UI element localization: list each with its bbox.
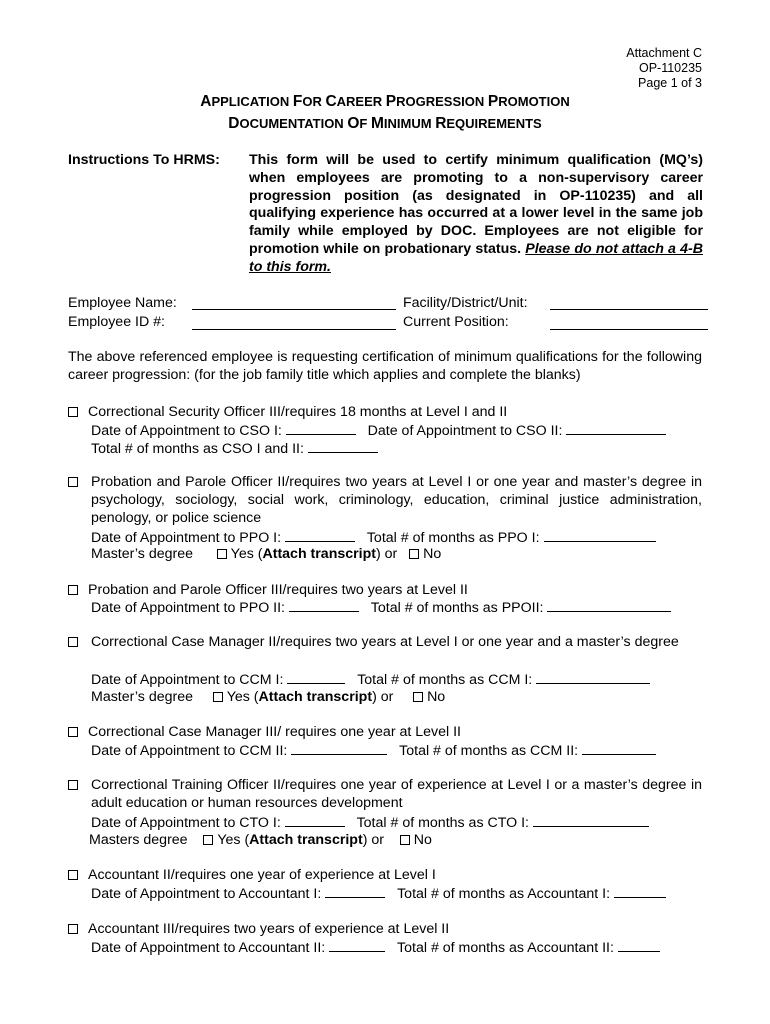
option-ppo2-checkbox[interactable] [68, 477, 78, 487]
cto-attach-label: Attach transcript [249, 832, 363, 848]
cto-total-field[interactable] [533, 813, 649, 827]
option-ppo3-checkbox[interactable] [68, 585, 78, 595]
ccm2-attach-label: Attach transcript [258, 689, 373, 705]
cso-date2-field[interactable] [566, 421, 666, 435]
employee-id-label: Employee ID #: [68, 314, 165, 330]
cto-yes-label: Yes ( [217, 832, 250, 848]
employee-name-row [68, 294, 177, 312]
employee-id-field[interactable] [192, 316, 396, 330]
ccm2-masters-label: Master’s degree [91, 689, 193, 705]
attachment-label: Attachment C [626, 46, 702, 60]
ccm2-date-row [91, 670, 650, 689]
ccm3-date-row [91, 741, 656, 760]
ccm2-masters-row [91, 688, 445, 706]
instructions-label: Instructions To HRMS: [68, 152, 220, 168]
cto-date-label: Date of Appointment to CTO I: [91, 815, 281, 831]
ppo2-total-field[interactable] [544, 528, 656, 542]
ccm2-date-field[interactable] [287, 670, 345, 684]
ccm3-date-field[interactable] [291, 741, 387, 755]
ppo2-or-label: ) or [376, 546, 398, 562]
option-acct2-title: Accountant II/requires one year of experience at Level I [88, 867, 436, 883]
page-header [626, 46, 702, 91]
cto-no-label: No [413, 832, 432, 848]
cso-total-row [91, 439, 378, 458]
ccm2-total-label: Total # of months as CCM I: [357, 672, 533, 688]
option-ppo3-row [68, 581, 468, 599]
ppo2-no-label: No [423, 546, 442, 562]
cto-no-checkbox[interactable] [400, 835, 410, 845]
option-cto-checkbox[interactable] [68, 780, 78, 790]
form-title-line2: DOCUMENTATION OF MINIMUM REQUIREMENTS [228, 115, 542, 132]
ccm2-total-field[interactable] [536, 670, 650, 684]
ccm2-yes-label: Yes ( [226, 689, 259, 705]
acct2-date-field[interactable] [325, 884, 385, 898]
current-position-label: Current Position: [403, 314, 509, 330]
ccm2-or-label: ) or [372, 689, 394, 705]
cto-masters-label: Masters degree [89, 832, 188, 848]
option-acct2-row [68, 866, 436, 884]
employee-name-field[interactable] [192, 296, 396, 310]
acct3-date-label: Date of Appointment to Accountant II: [91, 940, 326, 956]
intro-paragraph: The above referenced employee is requesting certification of minimum qualifications for the following career progression: (for the job family title which applies and complete the blanks) [68, 349, 702, 383]
option-acct3-title: Accountant III/requires two years of experience at Level II [88, 921, 450, 937]
ppo2-yes-label: Yes ( [230, 546, 263, 562]
ppo3-date-row [91, 598, 671, 617]
ppo3-total-label: Total # of months as PPOII: [370, 600, 544, 616]
facility-label: Facility/District/Unit: [403, 295, 528, 311]
acct2-total-field[interactable] [614, 884, 666, 898]
current-position-field[interactable] [550, 316, 708, 330]
ppo2-date-field[interactable] [285, 528, 355, 542]
cso-date2-label: Date of Appointment to CSO II: [367, 423, 563, 439]
acct2-date-row [91, 884, 666, 903]
policy-number: OP-110235 [638, 61, 702, 75]
option-cto-title: Correctional Training Officer II/requires one year of experience at Level I or a master’s degree in adult education or human resources development [91, 777, 702, 811]
ccm2-no-label: No [427, 689, 446, 705]
acct3-total-field[interactable] [618, 938, 660, 952]
cto-date-row [91, 813, 649, 832]
option-ppo3-title: Probation and Parole Officer III/requires two years at Level II [88, 582, 468, 598]
option-cso-row [68, 403, 507, 421]
instructions-body: This form will be used to certify minimum qualification (MQ’s) when employees are promoting to a non-supervisory career progression position (as designated in OP-110235) and all qualifying experience has occurred at a lower level in the same job family while employed by DOC. Employees are not eligible for promotion while on probationary status. [249, 152, 703, 257]
cto-yes-checkbox[interactable] [203, 835, 213, 845]
ccm3-total-label: Total # of months as CCM II: [399, 743, 579, 759]
option-ccm2-checkbox[interactable] [68, 637, 78, 647]
ppo2-attach-label: Attach transcript [262, 546, 376, 562]
option-ccm2-title: Correctional Case Manager II/requires two years at Level I or one year and a master’s degree [91, 634, 679, 650]
ppo2-date-label: Date of Appointment to PPO I: [91, 530, 282, 546]
acct3-date-field[interactable] [329, 938, 385, 952]
acct2-date-label: Date of Appointment to Accountant I: [91, 886, 322, 902]
option-ccm3-checkbox[interactable] [68, 727, 78, 737]
ppo2-masters-label: Master’s degree [91, 546, 193, 562]
ccm2-date-label: Date of Appointment to CCM I: [91, 672, 284, 688]
ppo3-total-field[interactable] [547, 598, 671, 612]
ppo3-date-field[interactable] [289, 598, 359, 612]
cso-total-field[interactable] [308, 439, 378, 453]
ccm3-date-label: Date of Appointment to CCM II: [91, 743, 288, 759]
option-ccm3-row [68, 723, 461, 741]
cto-masters-row [89, 831, 432, 849]
ppo2-total-label: Total # of months as PPO I: [366, 530, 540, 546]
instructions-text [249, 152, 703, 277]
option-cso-title: Correctional Security Officer III/requires 18 months at Level I and II [88, 404, 508, 420]
ppo2-masters-row [91, 545, 441, 563]
option-acct3-checkbox[interactable] [68, 924, 78, 934]
ppo2-yes-checkbox[interactable] [217, 549, 227, 559]
cto-date-field[interactable] [285, 813, 345, 827]
ppo3-date-label: Date of Appointment to PPO II: [91, 600, 286, 616]
acct2-total-label: Total # of months as Accountant I: [397, 886, 611, 902]
employee-name-label: Employee Name: [68, 295, 177, 311]
ccm2-yes-checkbox[interactable] [213, 692, 223, 702]
option-cso-checkbox[interactable] [68, 407, 78, 417]
form-title-line1: APPLICATION FOR CAREER PROGRESSION PROMOTION [200, 93, 570, 110]
acct3-total-label: Total # of months as Accountant II: [397, 940, 614, 956]
cto-or-label: ) or [362, 832, 384, 848]
cso-date1-row [91, 421, 666, 440]
ppo2-no-checkbox[interactable] [409, 549, 419, 559]
option-ppo2-title: Probation and Parole Officer II/requires two years at Level I or one year and master’s degree in psychology, sociology, social work, criminology, education, criminal justice administration, penology, or police science [91, 474, 702, 526]
instructions-emphasis: Please do not attach a 4-B to this form. [249, 240, 703, 275]
ccm3-total-field[interactable] [582, 741, 656, 755]
acct3-date-row [91, 938, 660, 957]
option-acct3-row [68, 920, 449, 938]
option-ccm3-title: Correctional Case Manager III/ requires one year at Level II [88, 724, 462, 740]
cto-total-label: Total # of months as CTO I: [356, 815, 530, 831]
page-number: Page 1 of 3 [638, 76, 702, 90]
option-acct2-checkbox[interactable] [68, 870, 78, 880]
cso-total-label: Total # of months as CSO I and II: [91, 441, 304, 457]
cso-date1-label: Date of Appointment to CSO I: [91, 423, 282, 439]
facility-field[interactable] [550, 296, 708, 310]
cso-date1-field[interactable] [286, 421, 356, 435]
ccm2-no-checkbox[interactable] [413, 692, 423, 702]
